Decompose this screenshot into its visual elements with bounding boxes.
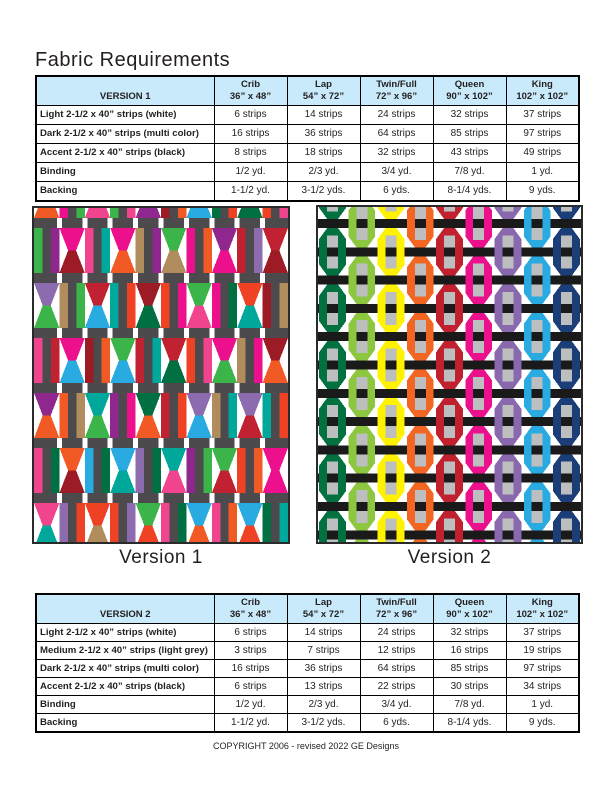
size-dimensions: 72” x 96” — [375, 90, 418, 102]
row-label: Light 2-1/2 x 40” strips (white) — [36, 623, 214, 641]
requirement-value: 19 strips — [506, 641, 579, 659]
size-name: Queen — [454, 597, 485, 608]
row-label: Dark 2-1/2 x 40” strips (multi color) — [36, 659, 214, 677]
table-row — [36, 713, 579, 732]
requirement-value: 9 yds. — [506, 713, 579, 732]
table-row — [36, 105, 579, 124]
requirement-value: 3-1/2 yds. — [287, 181, 360, 201]
page-title: Fabric Requirements — [35, 49, 231, 72]
requirement-value: 6 strips — [214, 677, 287, 695]
table-row — [36, 623, 579, 641]
size-name: Crib — [241, 597, 260, 608]
column-header-lap — [287, 594, 360, 623]
table-row — [36, 641, 579, 659]
requirement-value: 30 strips — [433, 677, 506, 695]
caption-version-2: Version 2 — [407, 547, 492, 568]
fabric-table-version-2 — [35, 593, 580, 733]
row-label: Binding — [36, 695, 214, 713]
requirement-value: 2/3 yd. — [287, 695, 360, 713]
requirement-value: 14 strips — [287, 105, 360, 124]
requirement-value: 8-1/4 yds. — [433, 713, 506, 732]
requirement-value: 36 strips — [287, 124, 360, 143]
size-dimensions: 36” x 48” — [229, 608, 272, 620]
table-row — [36, 181, 579, 201]
column-header-twin-full — [360, 76, 433, 105]
column-header-queen — [433, 594, 506, 623]
column-header-queen — [433, 76, 506, 105]
requirement-value: 37 strips — [506, 623, 579, 641]
requirement-value: 13 strips — [287, 677, 360, 695]
size-dimensions: 54” x 72” — [302, 90, 345, 102]
requirement-value: 3 strips — [214, 641, 287, 659]
requirement-value: 18 strips — [287, 143, 360, 162]
requirement-value: 32 strips — [433, 623, 506, 641]
row-label: Medium 2-1/2 x 40” strips (light grey) — [36, 641, 214, 659]
requirement-value: 37 strips — [506, 105, 579, 124]
requirement-value: 3/4 yd. — [360, 695, 433, 713]
size-dimensions: 102” x 102” — [516, 608, 569, 620]
requirement-value: 64 strips — [360, 659, 433, 677]
quilt-image-version-2 — [316, 205, 583, 544]
row-label: Backing — [36, 181, 214, 201]
requirement-value: 36 strips — [287, 659, 360, 677]
table-row — [36, 124, 579, 143]
column-header-lap — [287, 76, 360, 105]
size-dimensions: 36” x 48” — [229, 90, 272, 102]
requirement-value: 6 strips — [214, 623, 287, 641]
requirement-value: 6 yds. — [360, 181, 433, 201]
table-row — [36, 677, 579, 695]
size-name: Crib — [241, 79, 260, 90]
requirement-value: 16 strips — [214, 124, 287, 143]
size-name: Twin/Full — [376, 597, 417, 608]
requirement-value: 43 strips — [433, 143, 506, 162]
requirement-value: 1/2 yd. — [214, 695, 287, 713]
row-label: Binding — [36, 162, 214, 181]
requirement-value: 97 strips — [506, 659, 579, 677]
size-name: Lap — [315, 79, 332, 90]
requirement-value: 22 strips — [360, 677, 433, 695]
row-label: Dark 2-1/2 x 40” strips (multi color) — [36, 124, 214, 143]
requirement-value: 34 strips — [506, 677, 579, 695]
requirement-value: 32 strips — [360, 143, 433, 162]
caption-version-1: Version 1 — [119, 547, 203, 568]
table-row — [36, 162, 579, 181]
size-dimensions: 90” x 102” — [446, 90, 493, 102]
header-row — [36, 594, 579, 623]
size-name: Queen — [454, 79, 485, 90]
version-title-cell: VERSION 1 — [36, 76, 214, 105]
requirement-value: 2/3 yd. — [287, 162, 360, 181]
table-row — [36, 659, 579, 677]
requirement-value: 1 yd. — [506, 162, 579, 181]
requirement-value: 6 strips — [214, 105, 287, 124]
requirement-value: 7/8 yd. — [433, 695, 506, 713]
requirement-value: 1/2 yd. — [214, 162, 287, 181]
requirement-value: 16 strips — [214, 659, 287, 677]
row-label: Light 2-1/2 x 40” strips (white) — [36, 105, 214, 124]
quilt-image-version-1 — [32, 206, 290, 544]
requirement-value: 3/4 yd. — [360, 162, 433, 181]
requirement-value: 16 strips — [433, 641, 506, 659]
size-name: King — [531, 79, 553, 90]
requirement-value: 24 strips — [360, 623, 433, 641]
column-header-king — [506, 594, 579, 623]
table-row — [36, 143, 579, 162]
requirement-value: 8 strips — [214, 143, 287, 162]
header-row — [36, 76, 579, 105]
column-header-twin-full — [360, 594, 433, 623]
requirement-value: 1-1/2 yd. — [214, 181, 287, 201]
column-header-crib — [214, 76, 287, 105]
column-header-crib — [214, 594, 287, 623]
requirement-value: 14 strips — [287, 623, 360, 641]
requirement-value: 64 strips — [360, 124, 433, 143]
size-dimensions: 72” x 96” — [375, 608, 418, 620]
requirement-value: 12 strips — [360, 641, 433, 659]
requirement-value: 7 strips — [287, 641, 360, 659]
requirement-value: 97 strips — [506, 124, 579, 143]
requirement-value: 49 strips — [506, 143, 579, 162]
requirement-value: 85 strips — [433, 659, 506, 677]
row-label: Accent 2-1/2 x 40” strips (black) — [36, 143, 214, 162]
column-header-king — [506, 76, 579, 105]
version-title-cell: VERSION 2 — [36, 594, 214, 623]
requirement-value: 3-1/2 yds. — [287, 713, 360, 732]
copyright-text: COPYRIGHT 2006 - revised 2022 GE Designs — [213, 741, 399, 751]
requirement-value: 7/8 yd. — [433, 162, 506, 181]
quilt-version-2-svg — [318, 207, 581, 542]
size-name: Twin/Full — [376, 79, 417, 90]
fabric-table-version-1 — [35, 75, 580, 202]
requirement-value: 9 yds. — [506, 181, 579, 201]
size-name: Lap — [315, 597, 332, 608]
requirement-value: 6 yds. — [360, 713, 433, 732]
size-dimensions: 90” x 102” — [446, 608, 493, 620]
size-dimensions: 102” x 102” — [516, 90, 569, 102]
requirement-value: 1-1/2 yd. — [214, 713, 287, 732]
row-label: Backing — [36, 713, 214, 732]
row-label: Accent 2-1/2 x 40” strips (black) — [36, 677, 214, 695]
requirement-value: 8-1/4 yds. — [433, 181, 506, 201]
requirement-value: 1 yd. — [506, 695, 579, 713]
requirement-value: 24 strips — [360, 105, 433, 124]
size-dimensions: 54” x 72” — [302, 608, 345, 620]
quilt-version-1-svg — [34, 208, 288, 542]
requirement-value: 32 strips — [433, 105, 506, 124]
requirement-value: 85 strips — [433, 124, 506, 143]
size-name: King — [531, 597, 553, 608]
table-row — [36, 695, 579, 713]
